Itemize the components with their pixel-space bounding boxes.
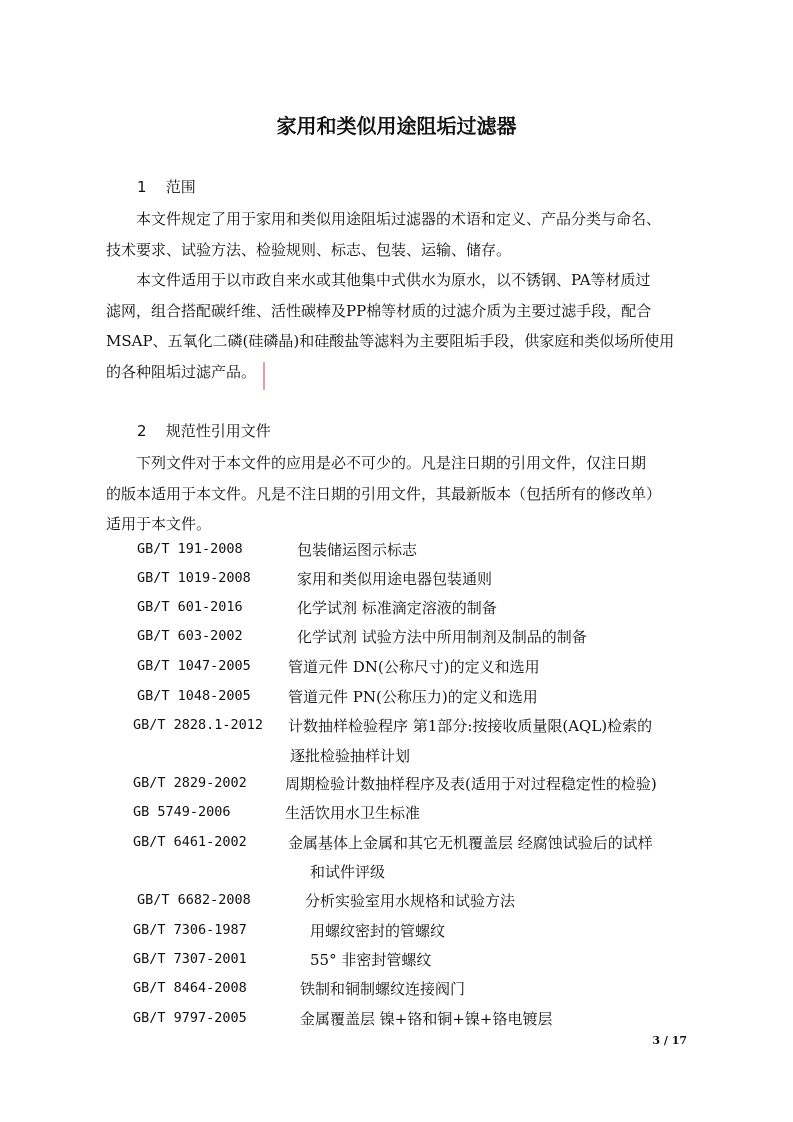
text-line: 的各种阻垢过滤产品。 [106,362,257,381]
reference-title: 分析实验室用水规格和试验方法 [305,892,516,910]
reference-title: 铁制和铜制螺纹连接阀门 [300,980,466,998]
reference-code: GB/T 7307-2001 [133,951,247,967]
section-2-title: 规范性引用文件 [165,422,271,440]
text-line: 的版本适用于本文件。凡是不注日期的引用文件，其最新版本（包括所有的修改单） [106,484,662,503]
text-line: 下列文件对于本文件的应用是必不可少的。凡是注日期的引用文件，仅注日期 [136,454,647,472]
section-2-intro [106,448,690,540]
reference-title: 用螺纹密封的管螺纹 [310,922,446,940]
reference-title: 55° 非密封管螺纹 [310,951,432,969]
section-1-heading [137,176,196,197]
reference-title: 管道元件 DN(公称尺寸)的定义和选用 [288,658,540,676]
reference-title: 化学试剂 试验方法中所用制剂及制品的制备 [297,628,587,646]
reference-code: GB/T 603-2002 [137,628,243,644]
reference-title: 管道元件 PN(公称压力)的定义和选用 [288,688,538,706]
reference-code: GB/T 6461-2002 [133,834,247,850]
reference-code: GB/T 6682-2008 [137,892,251,908]
reference-title: 生活饮用水卫生标准 [285,804,421,822]
section-1-paragraph-2 [106,265,690,387]
reference-title-continued: 逐批检验抽样计划 [290,747,411,765]
text-line: 滤网，组合搭配碳纤维、活性碳棒及PP棉等材质的过滤介质为主要过滤手段，配合 [106,301,652,320]
reference-title: 包装储运图示标志 [297,541,418,559]
reference-code: GB/T 2829-2002 [133,775,247,791]
text-line: MSAP、五氧化二磷(硅磷晶)和硅酸盐等滤料为主要阻垢手段，供家庭和类似场所使用 [106,332,675,350]
section-1-number: 1 [137,178,147,196]
revision-marker [263,362,265,390]
text-line: 适用于本文件。 [106,515,212,533]
reference-code: GB/T 191-2008 [137,541,243,557]
text-line: 技术要求、试验方法、检验规则、标志、包装、运输、储存。 [106,240,512,259]
section-1-title: 范围 [165,178,196,196]
section-2-number: 2 [137,422,147,440]
section-2-heading [137,420,271,441]
reference-code: GB/T 9797-2005 [133,1010,247,1026]
reference-code: GB/T 1048-2005 [137,688,251,704]
section-1-paragraph-1 [106,204,690,265]
reference-title: 家用和类似用途电器包装通则 [297,570,493,588]
reference-title: 计数抽样检验程序 第1部分:按接收质量限(AQL)检索的 [288,717,653,735]
page-number: 3 / 17 [652,1034,687,1047]
reference-code: GB/T 8464-2008 [133,980,247,996]
reference-title: 金属基体上金属和其它无机覆盖层 经腐蚀试验后的试样 [288,834,653,852]
reference-code: GB 5749-2006 [133,804,231,820]
reference-code: GB/T 1047-2005 [137,658,251,674]
reference-title: 周期检验计数抽样程序及表(适用于对过程稳定性的检验) [285,775,657,793]
reference-code: GB/T 1019-2008 [137,570,251,586]
reference-title: 金属覆盖层 镍+铬和铜+镍+铬电镀层 [300,1010,553,1028]
reference-code: GB/T 7306-1987 [133,922,247,938]
reference-title-continued: 和试件评级 [310,863,386,881]
document-title: 家用和类似用途阻垢过滤器 [276,114,517,138]
text-line: 本文件适用于以市政自来水或其他集中式供水为原水，以不锈钢、PA等材质过 [136,271,651,289]
reference-code: GB/T 601-2016 [137,599,243,615]
reference-title: 化学试剂 标准滴定溶液的制备 [297,599,497,617]
text-line: 本文件规定了用于家用和类似用途阻垢过滤器的术语和定义、产品分类与命名、 [136,210,662,228]
reference-code: GB/T 2828.1-2012 [133,717,264,733]
